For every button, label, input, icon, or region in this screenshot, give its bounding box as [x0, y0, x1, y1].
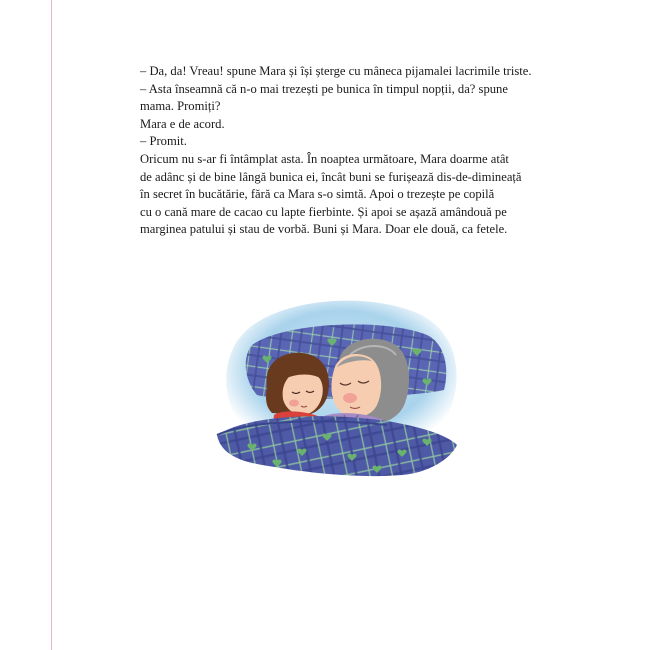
text-line: Mara e de acord.	[140, 116, 225, 131]
text-line: – Asta înseamnă că n-o mai trezești pe bunica în timpul nopții, da? spune	[140, 81, 508, 96]
page-spine-line	[51, 0, 52, 650]
story-text	[140, 63, 540, 239]
sleeping-girl-and-grandmother-illustration	[212, 295, 462, 480]
text-line: – Da, da! Vreau! spune Mara și își șterge cu mâneca pijamalei lacrimile triste.	[140, 64, 532, 78]
text-line: mama. Promiți?	[140, 99, 221, 114]
text-line: marginea patului și stau de vorbă. Buni și Mara. Doar ele două, ca fetele.	[140, 222, 508, 237]
text-line: – Promit.	[140, 134, 187, 149]
text-line: de adânc și de bine lângă bunica ei, încât buni se furișează dis-de-dimineață	[140, 169, 522, 184]
text-line: în secret în bucătărie, fără ca Mara s-o simtă. Apoi o trezește pe copilă	[140, 187, 495, 202]
text-line: cu o cană mare de cacao cu lapte fierbinte. Și apoi se așază amândouă pe	[140, 204, 507, 219]
text-line: Oricum nu s-ar fi întâmplat asta. În noaptea următoare, Mara doarme atât	[140, 151, 509, 166]
